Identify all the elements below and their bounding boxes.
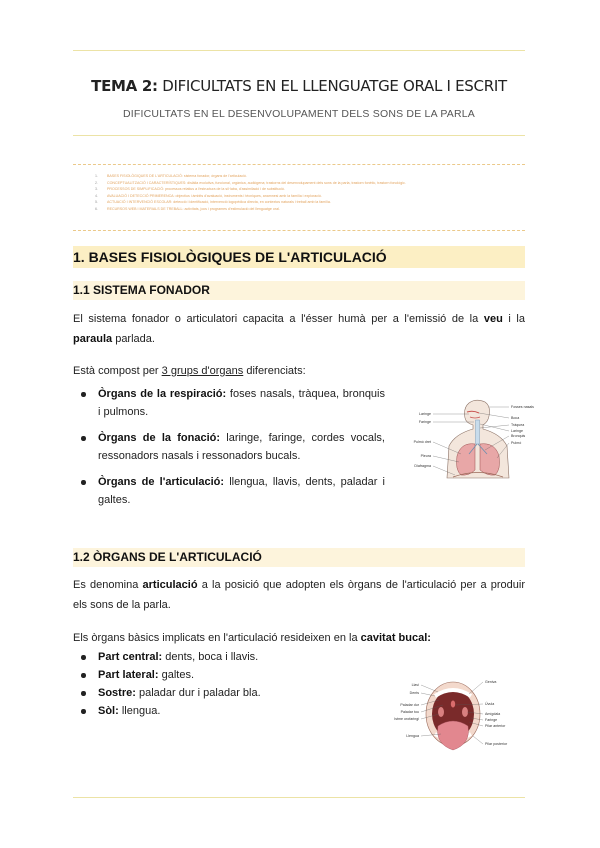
- item-text: galtes.: [158, 669, 194, 681]
- figure-label: Amígdala: [485, 712, 501, 716]
- bold-term: articulació: [142, 579, 198, 591]
- list-item: [79, 702, 339, 720]
- figure-label: Pulmó: [511, 441, 522, 445]
- figure-label: Tràquea: [511, 423, 525, 427]
- item-term: Òrgans de l'articulació:: [98, 476, 225, 488]
- articulation-organs-list: [79, 648, 339, 720]
- toc-item[interactable]: [95, 199, 525, 206]
- item-term: Part central:: [98, 651, 163, 663]
- toc-item[interactable]: [95, 173, 525, 180]
- page-title: [73, 77, 525, 95]
- underlined-term: 3 grups d'organs: [161, 365, 244, 377]
- item-text: laringe, faringe, cordes vocals, ressonadors nasals i ressonadors bucals.: [98, 432, 385, 462]
- toc-number: 1.: [95, 174, 98, 178]
- paragraph-cavitat-bucal: [73, 628, 525, 648]
- item-term: Òrgans de la respiració:: [98, 388, 227, 400]
- bold-term: veu: [483, 313, 503, 325]
- figure-label: Pleura: [420, 454, 431, 458]
- list-item: [79, 429, 385, 465]
- header-rule: [73, 135, 525, 136]
- toc-number: 2.: [95, 180, 98, 185]
- figure-label: Llengua: [406, 734, 419, 738]
- toc-text: RECURSOS WEB I MATERIALS DE TREBALL: activitats, jocs i programes d'estimulació del llenguatge oral.: [107, 206, 280, 211]
- figure-label: Boca: [511, 416, 520, 420]
- toc-item[interactable]: [95, 186, 525, 193]
- title-prefix: TEMA 2:: [91, 77, 158, 95]
- toc-number: 3.: [95, 187, 98, 192]
- respiratory-system-figure: [403, 398, 553, 480]
- figure-label: Laringe: [511, 429, 523, 433]
- item-text: paladar dur i paladar bla.: [135, 687, 261, 699]
- list-item: [79, 684, 339, 702]
- figure-label: Bronquis: [511, 434, 526, 438]
- paragraph-articulacio: [73, 575, 525, 615]
- toc-item[interactable]: [95, 193, 525, 200]
- figure-label: Pilar anterior: [485, 724, 506, 728]
- item-term: Sostre:: [98, 687, 136, 699]
- title-text: DIFICULTATS EN EL LLENGUATGE ORAL I ESCRIT: [162, 77, 507, 95]
- toc-text: BASES FISIOLÒGIQUES DE L'ARTICULACIÓ: sistema fonador, òrgans de l'articulació.: [107, 174, 247, 178]
- top-rule: [73, 50, 525, 51]
- text-run: Està compost per: [73, 365, 162, 377]
- item-text: foses nasals, tràquea, bronquis i pulmons.: [98, 388, 385, 418]
- figure-label: Fosses nasals: [511, 405, 534, 409]
- figure-label: Paladar tou: [400, 710, 419, 714]
- item-text: llengua, llavis, dents, paladar i galtes.: [98, 476, 385, 506]
- toc-text: ACTUACIÓ I INTERVENCIÓ ESCOLAR: detecció i identificació, intervenció logopèdica directa, en contextos naturals i treball amb la família.: [107, 200, 331, 205]
- item-text: llengua.: [118, 705, 161, 717]
- toc-text: AVALUACIÓ I DETECCIÓ PRIMERENCA: objectius i àmbits d'avaluació, instruments i tècniques, anamnesi amb la família i exploració.: [107, 193, 322, 198]
- list-item: [79, 648, 339, 666]
- figure-label: Dents: [409, 691, 419, 695]
- subsection-heading-1-1: 1.1 SISTEMA FONADOR: [73, 281, 525, 300]
- text-run: El sistema fonador o articulatori capacita a l'ésser humà per a l'emissió de la: [73, 313, 484, 325]
- toc-text: PROCESSOS DE SIMPLIFICACIÓ: processos relatius a l'estructura de la síl·laba, d'assimilació i de substitució.: [107, 187, 285, 192]
- item-term: Sòl:: [98, 705, 119, 717]
- figure-label: Pulmó dret: [413, 440, 431, 444]
- text-run: parlada.: [112, 333, 155, 345]
- toc-text: CONCEPTUALITZACIÓ I CARACTERÍSTIQUES: dislàlia evolutiva, funcional, orgànica, audiògena; trastorns del desenvolupament dels sons de la parla, trastorn fonètic, trastorn fonològic.: [107, 180, 406, 185]
- figure-label: Paladar dur: [400, 703, 419, 707]
- section-heading: 1. BASES FISIOLÒGIQUES DE L'ARTICULACIÓ: [73, 246, 525, 268]
- figure-label: Llavi: [411, 683, 419, 687]
- text-run: a la posició que adopten els òrgans de l'articulació per a produir els sons de la parla.: [73, 579, 525, 611]
- bottom-rule: [73, 797, 525, 798]
- subsection-heading-1-2: 1.2 ÒRGANS DE L'ARTICULACIÓ: [73, 548, 525, 567]
- text-run: diferenciats:: [243, 365, 306, 377]
- toc-top-divider: [73, 164, 525, 165]
- text-run: Els òrgans bàsics implicats en l'articulació resideixen en la: [73, 632, 361, 644]
- figure-label: Istme orofaringi: [394, 717, 419, 721]
- figure-label: Laringe: [419, 412, 431, 416]
- toc-number: 6.: [95, 206, 98, 211]
- toc-number: 4.: [95, 193, 98, 198]
- table-of-contents: [95, 173, 525, 213]
- list-item: [79, 385, 385, 421]
- figure-label: Úvula: [485, 702, 495, 706]
- toc-number: 5.: [95, 200, 98, 205]
- item-term: Òrgans de la fonació:: [98, 432, 221, 444]
- figure-label: Faringe: [418, 420, 431, 424]
- list-item: [79, 666, 339, 684]
- figure-label: Pilar posterior: [485, 742, 508, 746]
- toc-item[interactable]: [95, 206, 525, 213]
- oral-cavity-figure: [383, 674, 523, 760]
- list-item: [79, 473, 385, 509]
- figure-label: Faringe: [485, 718, 498, 722]
- toc-item[interactable]: [95, 180, 525, 187]
- bold-term: paraula: [73, 333, 113, 345]
- figure-label: Diafragma: [414, 464, 431, 468]
- item-term: Part lateral:: [98, 669, 159, 681]
- paragraph-sistema-fonador: [73, 309, 525, 349]
- text-run: Es denomina: [73, 579, 143, 591]
- figure-label: Geniva: [485, 680, 497, 684]
- organ-groups-list: [79, 385, 385, 517]
- bold-term: cavitat bucal:: [360, 632, 431, 644]
- toc-bottom-divider: [73, 230, 525, 231]
- paragraph-composition: [73, 361, 525, 381]
- item-text: dents, boca i llavis.: [162, 651, 259, 663]
- text-run: i la: [502, 313, 525, 325]
- page-subtitle: DIFICULTATS EN EL DESENVOLUPAMENT DELS SONS DE LA PARLA: [123, 108, 475, 120]
